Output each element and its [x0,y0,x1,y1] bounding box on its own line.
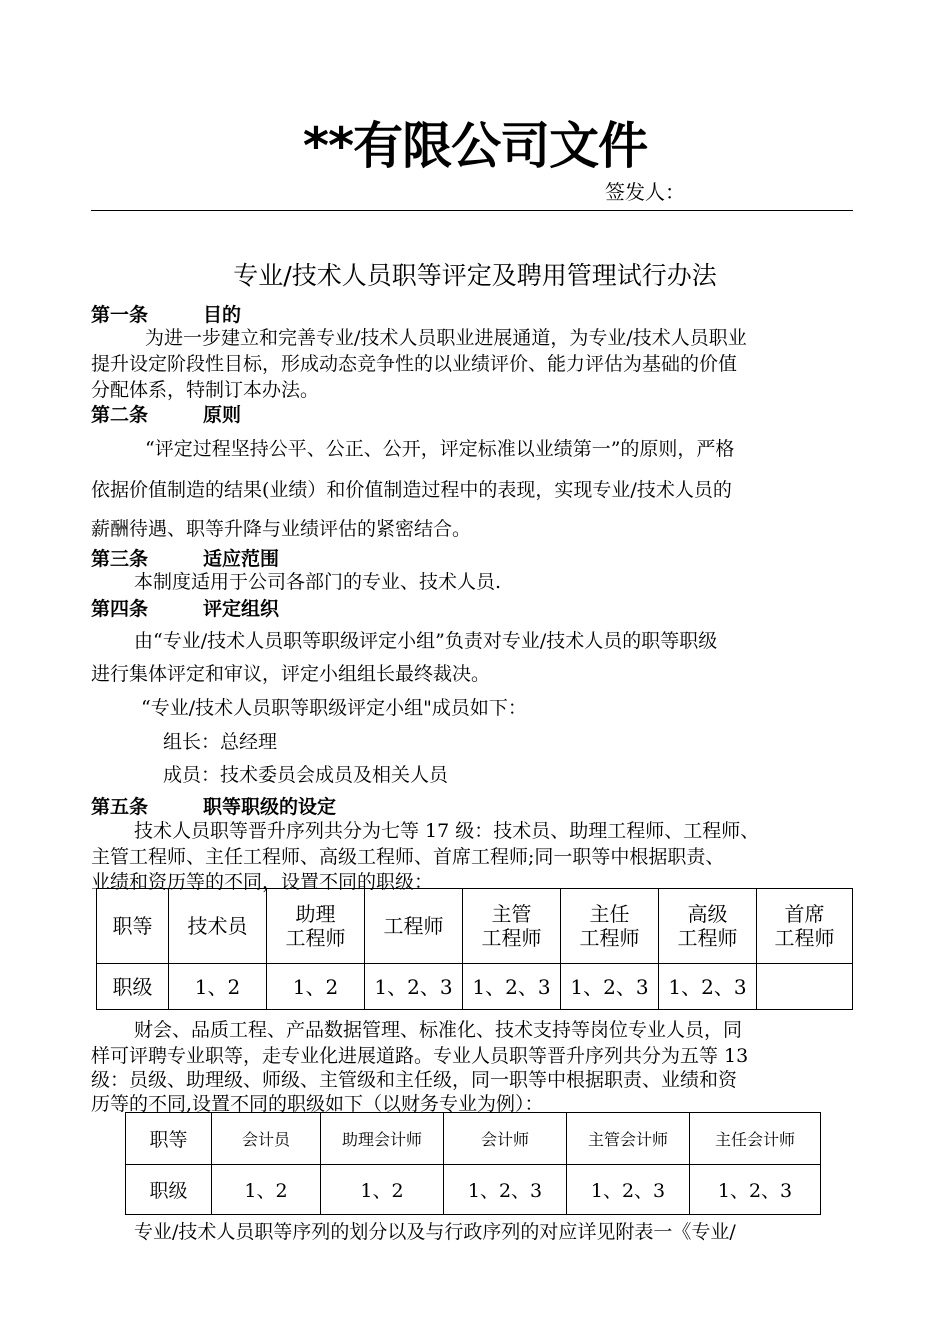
table-row [126,1113,821,1165]
article-4-line-3: “专业/技术人员职等职级评定小组"成员如下： [141,697,527,719]
header-line: 助理 [295,902,336,926]
table-cell: 职级 [126,1165,212,1215]
document-title: **有限公司文件 [302,117,648,175]
table-header-cell [757,889,853,964]
table-cell: 1、2、3 [659,964,757,1010]
table-header-cell: 主管会计师 [567,1113,690,1165]
table-cell: 1、2、3 [444,1165,567,1215]
table-cell: 1、2 [212,1165,321,1215]
header-line: 首席 [784,902,825,926]
regulation-title: 专业/技术人员职等评定及聘用管理试行办法 [233,261,717,290]
article-5-line-3: 业绩和资历等的不同，设置不同的职级： [91,871,434,893]
header-line: 主任 [589,902,630,926]
table-header-cell: 会计师 [444,1113,567,1165]
table-header-cell: 会计员 [212,1113,321,1165]
table-cell: 1、2、3 [365,964,463,1010]
article-5-para2-line-1: 财会、品质工程、产品数据管理、标准化、技术支持等岗位专业人员，同 [134,1019,743,1041]
header-line: 工程师 [677,926,738,950]
article-2-line-2: 依据价值制造的结果(业绩）和价值制造过程中的表现，实现专业/技术人员的 [91,479,732,501]
article-4-line-1: 由“专业/技术人员职等职级评定小组”负责对专业/技术人员的职等职级 [134,630,718,652]
article-5-line-2: 主管工程师、主任工程师、高级工程师、首席工程师;同一职等中根据职责、 [91,846,725,868]
table-header-cell: 职等 [97,889,169,964]
header-line: 工程师 [774,926,835,950]
article-5-line-1: 技术人员职等晋升序列共分为七等 17 级：技术员、助理工程师、工程师、 [134,820,760,842]
article-4-title: 评定组织 [203,598,280,620]
header-divider [91,210,853,211]
table-cell: 1、2、3 [690,1165,821,1215]
article-1-line-1: 为进一步建立和完善专业/技术人员职业进展通道，为专业/技术人员职业 [145,327,747,349]
header-line: 工程师 [285,926,346,950]
header-line: 主管 [491,902,532,926]
header-line: 工程师 [481,926,542,950]
table-cell: 职级 [97,964,169,1010]
article-2-line-1: “评定过程坚持公平、公正、公开，评定标准以业绩第一”的原则，严格 [145,438,735,460]
finance-grade-table [125,1112,821,1215]
article-5-para2-line-2: 样可评聘专业职等，走专业化进展道路。专业人员职等晋升序列共分为五等 13 [91,1045,749,1067]
article-5-para2-line-4: 历等的不同,设置不同的职级如下（以财务专业为例）： [91,1093,544,1115]
article-4-line-5: 成员：技术委员会成员及相关人员 [163,764,449,786]
article-5-para2-line-3: 级：员级、助理级、师级、主管级和主任级，同一职等中根据职责、业绩和资 [91,1069,738,1091]
header-line: 高级 [687,902,728,926]
table-cell: 1、2 [169,964,267,1010]
article-5-heading [91,792,336,819]
table-header-cell: 主任会计师 [690,1113,821,1165]
article-1-title: 目的 [203,304,242,326]
article-1-line-2: 提升设定阶段性目标，形成动态竞争性的以业绩评价、能力评估为基础的价值 [91,353,738,375]
table-cell: 1、2、3 [567,1165,690,1215]
article-5-para3-line-1: 专业/技术人员职等序列的划分以及与行政序列的对应详见附表一《专业/ [134,1221,736,1243]
table-header-cell: 技术员 [169,889,267,964]
table-cell: 1、2、3 [463,964,561,1010]
table-cell: 1、2 [321,1165,444,1215]
article-1-number: 第一条 [91,304,149,326]
table-header-cell [659,889,757,964]
article-4-number: 第四条 [91,598,149,620]
header-line: 工程师 [579,926,640,950]
article-5-title: 职等职级的设定 [203,796,337,818]
table-row [126,1165,821,1215]
article-4-heading [91,594,279,621]
signer-label: 签发人： [605,180,685,204]
article-2-line-3: 薪酬待遇、职等升降与业绩评估的紧密结合。 [91,518,472,540]
table-header-cell: 工程师 [365,889,463,964]
table-row [97,889,853,964]
article-2-number: 第二条 [91,404,149,426]
table-row [97,964,853,1010]
article-1-line-3: 分配体系，特制订本办法。 [91,379,320,401]
table-cell [757,964,853,1010]
table-header-cell: 职等 [126,1113,212,1165]
table-header-cell: 助理会计师 [321,1113,444,1165]
article-3-line-1: 本制度适用于公司各部门的专业、技术人员. [134,571,502,593]
article-4-line-4: 组长：总经理 [163,731,278,753]
article-5-number: 第五条 [91,796,149,818]
article-4-line-2: 进行集体评定和审议，评定小组组长最终裁决。 [91,663,491,685]
table-header-cell [463,889,561,964]
article-2-title: 原则 [203,404,242,426]
article-3-title: 适应范围 [203,548,280,570]
table-cell: 1、2 [267,964,365,1010]
table-header-cell [267,889,365,964]
table-header-cell [561,889,659,964]
table-cell: 1、2、3 [561,964,659,1010]
technical-grade-table [96,888,853,1010]
article-2-heading [91,400,241,427]
article-3-number: 第三条 [91,548,149,570]
